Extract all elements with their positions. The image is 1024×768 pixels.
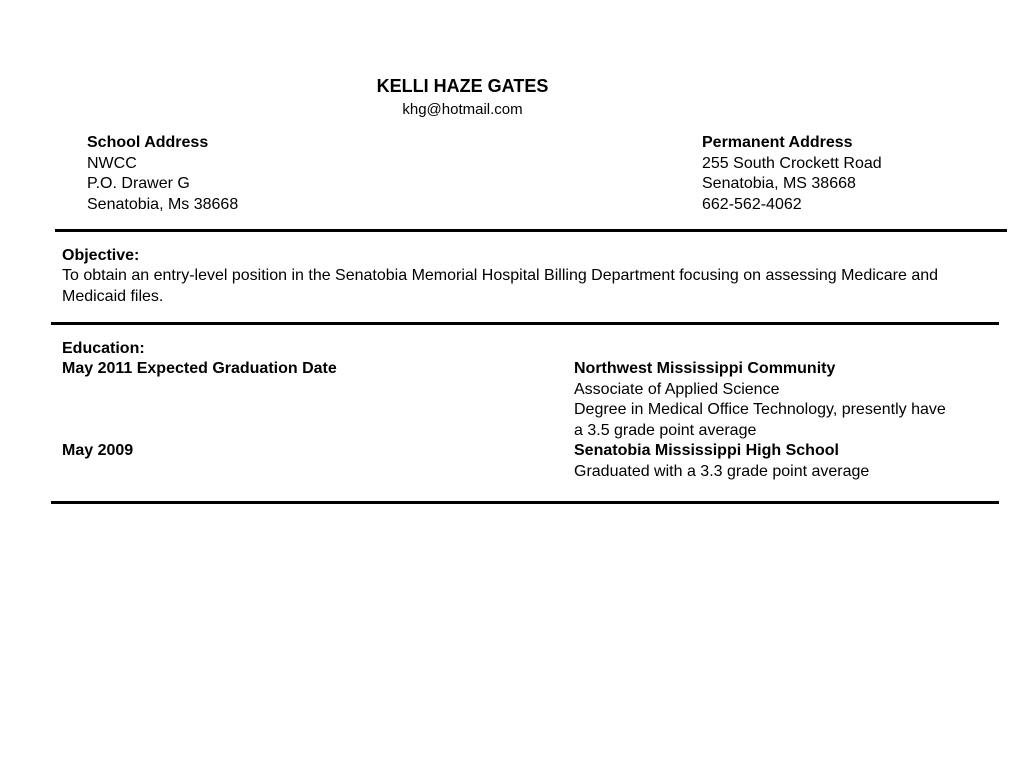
education-detail: Associate of Applied Science <box>574 380 780 398</box>
email-address: khg@hotmail.com <box>402 101 523 118</box>
school-address-line: NWCC <box>87 154 137 172</box>
permanent-address-line: 255 South Crockett Road <box>702 154 882 172</box>
school-name: Northwest Mississippi Community <box>574 360 836 377</box>
section-divider <box>51 322 999 325</box>
permanent-address-block <box>702 133 882 215</box>
education-detail: Degree in Medical Office Technology, presently have a 3.5 grade point average <box>574 401 946 439</box>
education-date: May 2009 <box>62 442 134 459</box>
permanent-address-line: 662-562-4062 <box>702 195 802 213</box>
section-divider <box>51 501 999 504</box>
resume-name: KELLI HAZE GATES <box>376 76 549 96</box>
school-address-line: P.O. Drawer G <box>87 175 190 192</box>
permanent-address-heading: Permanent Address <box>702 134 853 151</box>
permanent-address-line: Senatobia, MS 38668 <box>702 175 856 192</box>
school-address-heading: School Address <box>87 134 209 151</box>
education-detail: Graduated with a 3.3 grade point average <box>574 462 870 480</box>
section-divider <box>55 229 1007 232</box>
education-entry <box>574 441 954 482</box>
education-heading: Education: <box>62 340 145 357</box>
objective-text: To obtain an entry-level position in the Senatobia Memorial Hospital Billing Department focusing on assessing Medicare and Medicaid files. <box>62 267 939 305</box>
education-entry <box>574 359 954 441</box>
school-name: Senatobia Mississippi High School <box>574 442 839 459</box>
education-date: May 2011 Expected Graduation Date <box>62 360 337 377</box>
school-address-block <box>87 133 238 215</box>
objective-heading: Objective: <box>62 247 140 264</box>
school-address-line: Senatobia, Ms 38668 <box>87 195 239 213</box>
